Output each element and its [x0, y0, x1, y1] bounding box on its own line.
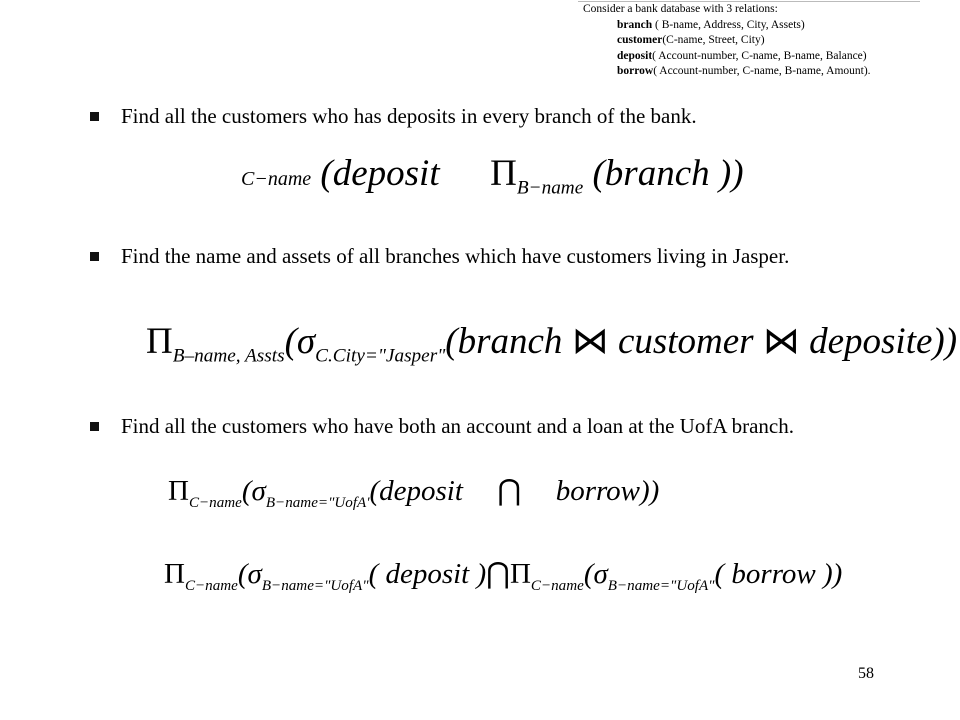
schema-box [583, 2, 871, 80]
f2-deposite: deposite)) [809, 321, 958, 362]
f2-branch: (branch [445, 321, 563, 362]
f4-sigma-symbol-1: σ [247, 558, 262, 590]
f4-pi-symbol-2: Π [509, 558, 531, 590]
schema-intro: Consider a bank database with 3 relations: [583, 3, 778, 15]
bullet-square-icon [90, 112, 99, 121]
f4-borrow: ( borrow )) [714, 558, 843, 590]
f2-projection-subscript: B–name, Assts [172, 345, 285, 367]
f2-join-icon-1: ⋈ [571, 321, 609, 362]
formula-1 [241, 152, 744, 200]
question-2-text: Find the name and assets of all branches which have customers living in Jasper. [121, 244, 790, 268]
f1-bname-subscript: B−name [516, 177, 584, 199]
bullet-square-icon [90, 252, 99, 261]
f4-sigma-symbol-2: σ [593, 558, 608, 590]
question-1-text: Find all the customers who has deposits in every branch of the bank. [121, 104, 697, 128]
f2-condition-subscript: C.City="Jasper" [315, 345, 446, 367]
f4-deposit: ( deposit ) [368, 558, 487, 590]
f4-cname-subscript-2: C−name [530, 577, 584, 594]
f3-open-paren: ( [241, 475, 252, 507]
f3-sigma-symbol: σ [251, 475, 266, 507]
formula-3 [168, 473, 659, 512]
f2-sigma-symbol: σ [296, 321, 316, 362]
f1-deposit: (deposit [320, 153, 440, 194]
question-3-text: Find all the customers who have both an account and a loan at the UofA branch. [121, 414, 794, 438]
f2-customer: customer [617, 321, 754, 362]
f4-pi-symbol-1: Π [164, 558, 185, 590]
f4-condition-subscript-2: B−name="UofA" [607, 577, 715, 594]
f4-cname-subscript-1: C−name [184, 577, 238, 594]
formula-4 [164, 556, 842, 595]
f4-condition-subscript-1: B−name="UofA" [261, 577, 369, 594]
f2-pi-symbol: Π [146, 321, 173, 362]
f3-borrow: borrow)) [555, 475, 660, 507]
f1-pi-symbol: Π [490, 153, 517, 194]
schema-relation-customer: customer(C-name, Street, City) [617, 34, 765, 46]
f4-open-paren-2: ( [583, 558, 594, 590]
f3-intersection-icon: ⋂ [497, 475, 522, 507]
f3-cname-subscript: C−name [188, 494, 242, 511]
schema-relation-deposit: deposit( Account-number, C-name, B-name, Balance) [617, 49, 867, 62]
f3-pi-symbol: Π [168, 475, 189, 507]
f1-cname-label: C−name [241, 168, 312, 190]
schema-relation-branch: branch ( B-name, Address, City, Assets) [617, 18, 805, 31]
f4-open-paren-1: ( [237, 558, 248, 590]
bullet-square-icon [90, 422, 99, 431]
f3-condition-subscript: B−name="UofA' [265, 494, 370, 511]
f2-open-paren: ( [284, 321, 297, 362]
f4-intersection-icon: ⋂ [486, 558, 510, 590]
formula-2 [146, 319, 957, 368]
page-number: 58 [858, 665, 874, 682]
f1-branch: (branch )) [592, 153, 744, 194]
f2-join-icon-2: ⋈ [762, 321, 800, 362]
f3-deposit: (deposit [369, 475, 463, 507]
schema-relation-borrow: borrow( Account-number, C-name, B-name, Amount). [617, 65, 871, 77]
